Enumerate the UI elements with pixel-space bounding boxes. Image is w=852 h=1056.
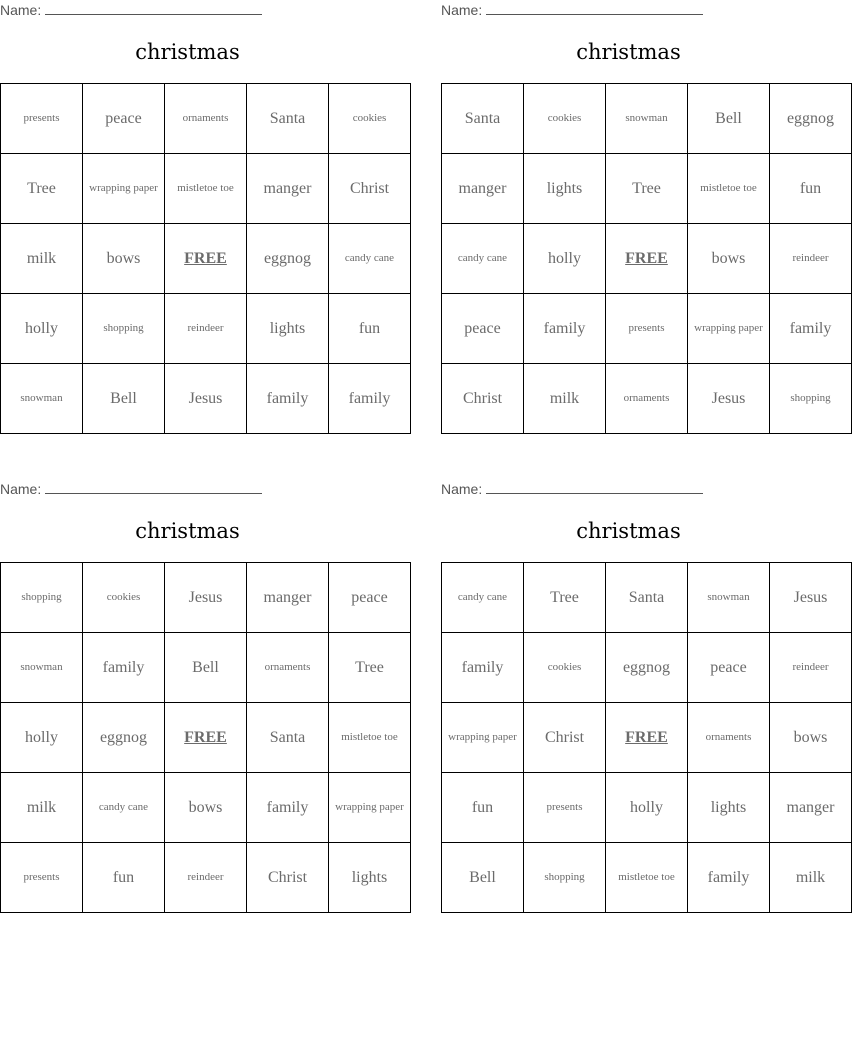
grid-row xyxy=(1,154,411,224)
card-title: christmas xyxy=(135,519,240,543)
bingo-grid xyxy=(0,83,411,434)
bingo-cell[interactable]: Santa xyxy=(442,84,524,154)
bingo-cell[interactable]: holly xyxy=(606,773,688,843)
bingo-cell[interactable]: candy cane xyxy=(83,773,165,843)
name-label: Name: xyxy=(0,481,42,497)
bingo-cell[interactable]: reindeer xyxy=(770,224,852,294)
bingo-cell[interactable]: presents xyxy=(1,843,83,913)
bingo-cell[interactable]: fun xyxy=(329,294,411,364)
grid-row xyxy=(442,773,852,843)
name-label: Name: xyxy=(441,2,483,18)
bingo-cell[interactable]: manger xyxy=(247,563,329,633)
bingo-cell[interactable]: family xyxy=(442,633,524,703)
bingo-cell[interactable]: shopping xyxy=(770,364,852,434)
bingo-cell[interactable]: cookies xyxy=(524,84,606,154)
bingo-cell[interactable]: Santa xyxy=(247,84,329,154)
bingo-cell[interactable]: bows xyxy=(165,773,247,843)
bingo-cell[interactable]: shopping xyxy=(83,294,165,364)
bingo-cell[interactable]: Tree xyxy=(329,633,411,703)
bingo-cell[interactable]: mistletoe toe xyxy=(688,154,770,224)
bingo-cell[interactable]: Christ xyxy=(329,154,411,224)
bingo-cell[interactable]: Tree xyxy=(606,154,688,224)
card-title: christmas xyxy=(576,40,681,64)
bingo-cell[interactable]: eggnog xyxy=(83,703,165,773)
grid-row xyxy=(1,364,411,434)
bingo-cell[interactable]: holly xyxy=(1,703,83,773)
bingo-cell[interactable]: snowman xyxy=(1,633,83,703)
bingo-cell[interactable]: lights xyxy=(524,154,606,224)
name-field[interactable] xyxy=(441,481,703,497)
bingo-cell[interactable]: holly xyxy=(524,224,606,294)
bingo-cell[interactable]: mistletoe toe xyxy=(606,843,688,913)
bingo-cell[interactable]: manger xyxy=(247,154,329,224)
bingo-cell[interactable]: milk xyxy=(1,224,83,294)
bingo-cell[interactable]: family xyxy=(83,633,165,703)
grid-row xyxy=(442,154,852,224)
bingo-cell[interactable]: cookies xyxy=(83,563,165,633)
name-underline xyxy=(486,2,703,15)
name-field[interactable] xyxy=(0,2,262,18)
bingo-cell[interactable]: reindeer xyxy=(165,843,247,913)
bingo-cell[interactable]: lights xyxy=(329,843,411,913)
bingo-cell[interactable]: shopping xyxy=(524,843,606,913)
bingo-cell[interactable]: milk xyxy=(1,773,83,843)
bingo-grid xyxy=(441,83,852,434)
bingo-grid xyxy=(441,562,852,913)
bingo-cell[interactable]: family xyxy=(329,364,411,434)
bingo-cell[interactable]: Christ xyxy=(247,843,329,913)
bingo-cell[interactable]: fun xyxy=(83,843,165,913)
bingo-cell[interactable]: candy cane xyxy=(329,224,411,294)
bingo-cell[interactable]: ornaments xyxy=(688,703,770,773)
bingo-cell[interactable]: ornaments xyxy=(165,84,247,154)
grid-row xyxy=(442,703,852,773)
grid-row xyxy=(442,843,852,913)
bingo-cell[interactable]: Bell xyxy=(688,84,770,154)
bingo-cell[interactable]: Jesus xyxy=(688,364,770,434)
bingo-cell[interactable]: eggnog xyxy=(606,633,688,703)
bingo-cell[interactable]: peace xyxy=(442,294,524,364)
bingo-cell[interactable]: manger xyxy=(442,154,524,224)
bingo-cell[interactable]: lights xyxy=(247,294,329,364)
bingo-cell[interactable]: Jesus xyxy=(770,563,852,633)
bingo-cell[interactable]: Jesus xyxy=(165,563,247,633)
free-space[interactable]: FREE xyxy=(165,703,247,773)
grid-row xyxy=(1,224,411,294)
bingo-cell[interactable]: Christ xyxy=(442,364,524,434)
grid-row xyxy=(1,703,411,773)
name-label: Name: xyxy=(441,481,483,497)
card-title: christmas xyxy=(576,519,681,543)
bingo-cell[interactable]: presents xyxy=(1,84,83,154)
bingo-cell[interactable]: family xyxy=(770,294,852,364)
bingo-cell[interactable]: candy cane xyxy=(442,563,524,633)
grid-row xyxy=(442,563,852,633)
bingo-cell[interactable]: Santa xyxy=(606,563,688,633)
grid-row xyxy=(1,294,411,364)
bingo-cell[interactable]: snowman xyxy=(1,364,83,434)
bingo-cell[interactable]: bows xyxy=(688,224,770,294)
bingo-cell[interactable]: bows xyxy=(83,224,165,294)
bingo-cell[interactable]: reindeer xyxy=(165,294,247,364)
grid-row xyxy=(1,843,411,913)
grid-row xyxy=(442,294,852,364)
bingo-cell[interactable]: presents xyxy=(524,773,606,843)
bingo-cell[interactable]: family xyxy=(247,773,329,843)
grid-row xyxy=(1,773,411,843)
bingo-cell[interactable]: mistletoe toe xyxy=(329,703,411,773)
bingo-cell[interactable]: bows xyxy=(770,703,852,773)
bingo-cell[interactable]: peace xyxy=(83,84,165,154)
bingo-cell[interactable]: ornaments xyxy=(606,364,688,434)
bingo-cell[interactable]: milk xyxy=(770,843,852,913)
grid-row xyxy=(442,633,852,703)
bingo-cell[interactable]: presents xyxy=(606,294,688,364)
grid-row xyxy=(1,84,411,154)
name-underline xyxy=(45,2,262,15)
bingo-cell[interactable]: family xyxy=(688,843,770,913)
bingo-grid xyxy=(0,562,411,913)
bingo-cell[interactable]: snowman xyxy=(688,563,770,633)
bingo-cell[interactable]: manger xyxy=(770,773,852,843)
bingo-cell[interactable]: snowman xyxy=(606,84,688,154)
bingo-cell[interactable]: Santa xyxy=(247,703,329,773)
grid-row xyxy=(442,84,852,154)
name-underline xyxy=(45,481,262,494)
bingo-cell[interactable]: Tree xyxy=(1,154,83,224)
grid-row xyxy=(442,224,852,294)
free-space[interactable]: FREE xyxy=(165,224,247,294)
bingo-cell[interactable]: mistletoe toe xyxy=(165,154,247,224)
name-field[interactable] xyxy=(441,2,703,18)
bingo-cell[interactable]: eggnog xyxy=(247,224,329,294)
bingo-cell[interactable]: wrapping paper xyxy=(329,773,411,843)
bingo-cell[interactable]: wrapping paper xyxy=(83,154,165,224)
bingo-cell[interactable]: Jesus xyxy=(165,364,247,434)
bingo-cell[interactable]: fun xyxy=(442,773,524,843)
name-field[interactable] xyxy=(0,481,262,497)
bingo-cell[interactable]: Tree xyxy=(524,563,606,633)
bingo-cell[interactable]: Bell xyxy=(165,633,247,703)
bingo-cell[interactable]: wrapping paper xyxy=(688,294,770,364)
name-label: Name: xyxy=(0,2,42,18)
grid-row xyxy=(442,364,852,434)
free-space[interactable]: FREE xyxy=(606,224,688,294)
bingo-cell[interactable]: cookies xyxy=(524,633,606,703)
name-underline xyxy=(486,481,703,494)
card-title: christmas xyxy=(135,40,240,64)
bingo-cell[interactable]: candy cane xyxy=(442,224,524,294)
bingo-cell[interactable]: Bell xyxy=(442,843,524,913)
bingo-cell[interactable]: Christ xyxy=(524,703,606,773)
free-space[interactable]: FREE xyxy=(606,703,688,773)
bingo-cell[interactable]: lights xyxy=(688,773,770,843)
bingo-cell[interactable]: fun xyxy=(770,154,852,224)
bingo-cell[interactable]: eggnog xyxy=(770,84,852,154)
bingo-cell[interactable]: wrapping paper xyxy=(442,703,524,773)
bingo-cell[interactable]: reindeer xyxy=(770,633,852,703)
bingo-cell[interactable]: cookies xyxy=(329,84,411,154)
grid-row xyxy=(1,633,411,703)
bingo-cell[interactable]: family xyxy=(524,294,606,364)
bingo-cell[interactable]: Bell xyxy=(83,364,165,434)
bingo-cell[interactable]: holly xyxy=(1,294,83,364)
bingo-cell[interactable]: ornaments xyxy=(247,633,329,703)
bingo-cell[interactable]: peace xyxy=(688,633,770,703)
bingo-cell[interactable]: milk xyxy=(524,364,606,434)
bingo-cell[interactable]: family xyxy=(247,364,329,434)
grid-row xyxy=(1,563,411,633)
bingo-cell[interactable]: peace xyxy=(329,563,411,633)
bingo-cell[interactable]: shopping xyxy=(1,563,83,633)
